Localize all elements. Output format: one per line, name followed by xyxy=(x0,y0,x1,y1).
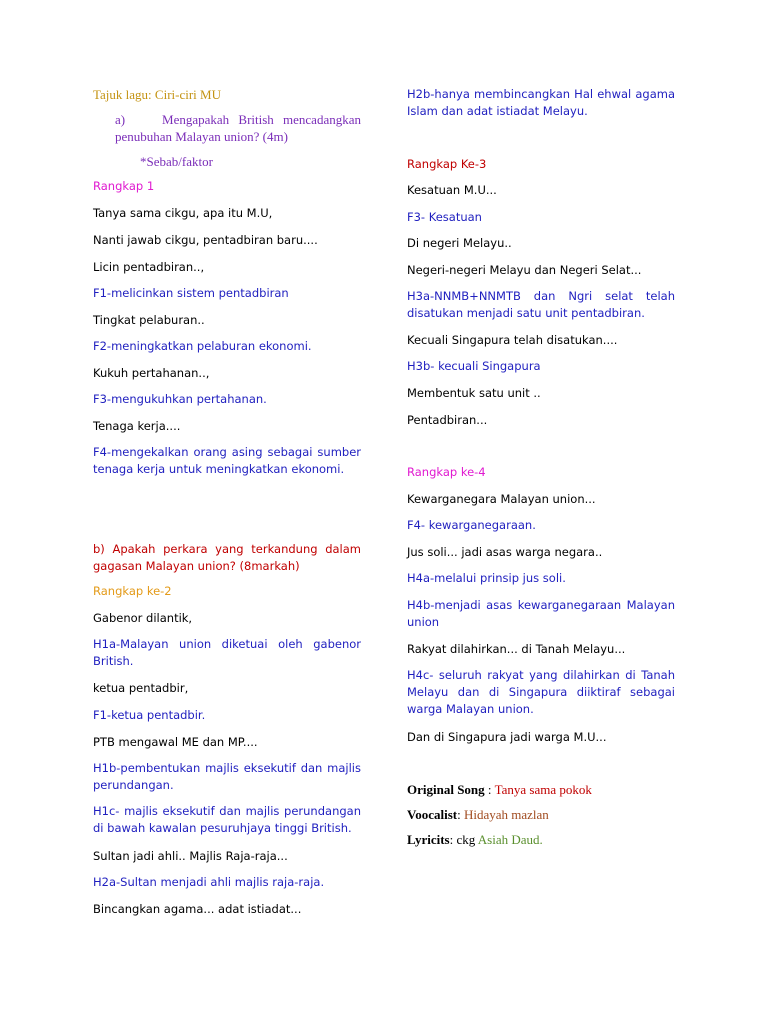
lyric-line: Bincangkan agama... adat istiadat... xyxy=(93,902,302,916)
answer-h4b: H4b-menjadi asas kewarganegaraan Malayan union xyxy=(407,598,675,629)
lyric-line: Di negeri Melayu.. xyxy=(407,236,512,250)
lyric-line: Licin pentadbiran.., xyxy=(93,260,205,274)
answer-f4-kewarganegaraan: F4- kewarganegaraan. xyxy=(407,518,536,532)
credit-label: Voocalist xyxy=(407,807,458,822)
answer-f1: F1-melicinkan sistem pentadbiran xyxy=(93,286,289,300)
answer-h1b: H1b-pembentukan majlis eksekutif dan majlis perundangan. xyxy=(93,761,361,792)
lyric-line: Dan di Singapura jadi warga M.U... xyxy=(407,730,607,744)
rangkap-3-heading: Rangkap Ke-3 xyxy=(407,157,487,171)
credit-separator: : ckg xyxy=(449,832,478,847)
answer-f3: F3-mengukuhkan pertahanan. xyxy=(93,392,267,406)
credit-lyricist-value: Asiah Daud. xyxy=(477,832,543,847)
answer-h3a: H3a-NNMB+NNMTB dan Ngri selat telah disatukan menjadi satu unit pentadbiran. xyxy=(407,289,675,320)
answer-h2a: H2a-Sultan menjadi ahli majlis raja-raja. xyxy=(93,875,325,889)
question-b: b) Apakah perkara yang terkandung dalam gagasan Malayan union? (8markah) xyxy=(93,542,361,573)
rangkap-4-heading: Rangkap ke-4 xyxy=(407,465,486,479)
lyric-line: Kewarganegara Malayan union... xyxy=(407,492,596,506)
lyric-line: Jus soli... jadi asas warga negara.. xyxy=(407,545,603,559)
lyric-line: Rakyat dilahirkan... di Tanah Melayu... xyxy=(407,642,626,656)
answer-h2b: H2b-hanya membincangkan Hal ehwal agama Islam dan adat istiadat Melayu. xyxy=(407,87,675,118)
lyric-line: Tingkat pelaburan.. xyxy=(93,313,205,327)
answer-h4c: H4c- seluruh rakyat yang dilahirkan di Tanah Melayu dan di Singapura diiktiraf sebagai warga Malayan union. xyxy=(407,668,675,716)
lyric-line: Nanti jawab cikgu, pentadbiran baru.... xyxy=(93,233,318,247)
sebab-faktor: *Sebab/faktor xyxy=(140,154,213,169)
credit-vocalist xyxy=(407,806,549,823)
answer-f3-kesatuan: F3- Kesatuan xyxy=(407,210,482,224)
credit-separator: : xyxy=(457,807,464,822)
credit-label: Lyricits xyxy=(407,832,450,847)
lyric-line: Kesatuan M.U... xyxy=(407,183,497,197)
credit-lyricist xyxy=(407,831,543,848)
answer-f4: F4-mengekalkan orang asing sebagai sumber tenaga kerja untuk meningkatkan ekonomi. xyxy=(93,445,361,476)
answer-h4a: H4a-melalui prinsip jus soli. xyxy=(407,571,566,585)
lyric-line: Sultan jadi ahli.. Majlis Raja-raja... xyxy=(93,849,288,863)
lyric-line: Pentadbiran... xyxy=(407,413,488,427)
answer-h1c: H1c- majlis eksekutif dan majlis perundangan di bawah kawalan pesuruhjaya tinggi British. xyxy=(93,804,361,835)
credit-separator: : xyxy=(484,782,495,797)
lyric-line: Tenaga kerja.... xyxy=(93,419,181,433)
lyric-line: Membentuk satu unit .. xyxy=(407,386,541,400)
lyric-line: Gabenor dilantik, xyxy=(93,611,193,625)
lyric-line: Kecuali Singapura telah disatukan.... xyxy=(407,333,618,347)
question-a: a) Mengapakah British mencadangkan penubuhan Malayan union? (4m) xyxy=(115,112,361,144)
lyric-line: ketua pentadbir, xyxy=(93,681,189,695)
lyric-line: Kukuh pertahanan.., xyxy=(93,366,210,380)
answer-f1-ketua: F1-ketua pentadbir. xyxy=(93,708,206,722)
lyric-line: Negeri-negeri Melayu dan Negeri Selat... xyxy=(407,263,642,277)
credit-vocalist-value: Hidayah mazlan xyxy=(463,807,549,822)
lyric-line: PTB mengawal ME dan MP.... xyxy=(93,735,258,749)
answer-h3b: H3b- kecuali Singapura xyxy=(407,359,541,373)
credit-original-song xyxy=(407,781,592,798)
rangkap-2-heading: Rangkap ke-2 xyxy=(93,584,172,598)
rangkap-1-heading: Rangkap 1 xyxy=(93,179,155,193)
answer-h1a: H1a-Malayan union diketuai oleh gabenor British. xyxy=(93,637,361,668)
answer-f2: F2-meningkatkan pelaburan ekonomi. xyxy=(93,339,312,353)
lyric-line: Tanya sama cikgu, apa itu M.U, xyxy=(93,206,273,220)
song-title: Tajuk lagu: Ciri-ciri MU xyxy=(93,87,221,102)
credit-song-value: Tanya sama pokok xyxy=(494,782,592,797)
credit-label: Original Song xyxy=(407,782,485,797)
